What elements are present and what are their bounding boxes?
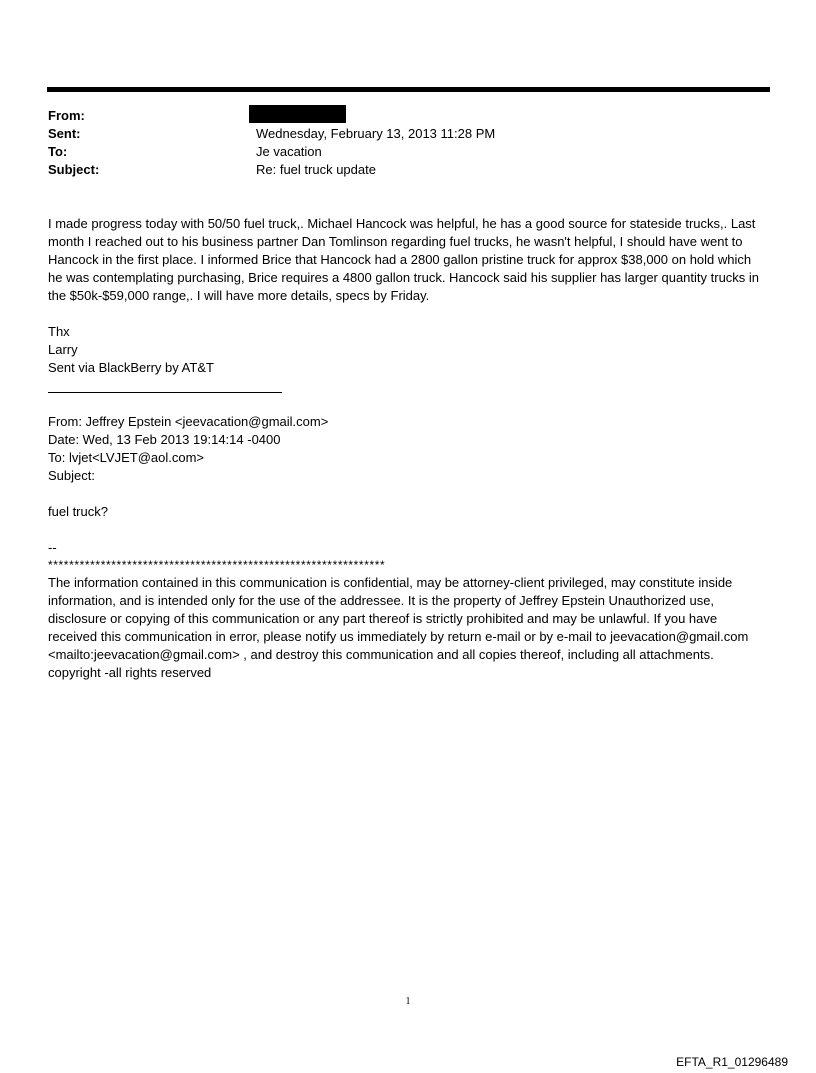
to-value: Je vacation — [256, 144, 322, 159]
sent-label: Sent: — [48, 126, 81, 141]
email-header — [48, 107, 768, 179]
subject-label: Subject: — [48, 162, 100, 177]
signoff-line: Thx — [48, 324, 70, 339]
reply-separator — [48, 392, 282, 393]
from-label: From: — [48, 108, 85, 123]
disclaimer — [48, 574, 764, 682]
star-divider — [48, 556, 488, 574]
signer-name: Larry — [48, 342, 78, 357]
signature — [48, 323, 764, 377]
dash-line: -- — [48, 540, 57, 555]
quoted-message: fuel truck? — [48, 504, 108, 519]
quoted-subject: Subject: — [48, 468, 95, 483]
quoted-to: To: lvjet<LVJET@aol.com> — [48, 450, 205, 465]
star-line: **************************************************************** — [48, 558, 386, 572]
header-rule — [47, 87, 770, 92]
message-paragraph: I made progress today with 50/50 fuel truck,. Michael Hancock was helpful, he has a good source for stateside trucks,. Last month I reached out to his business partner Dan Tomlinson regarding fuel trucks, he wasn't helpful, I should have went to Hancock in the first place. I informed Brice that Hancock had a 2800 gallon pristine truck for approx $38,000 on hold which he was contemplating purchasing, Brice requires a 4800 gallon truck. Hancock said his supplier has larger quantity trucks in the $50k-$59,000 range,. I will have more details, specs by Friday. — [48, 216, 760, 303]
device-signature: Sent via BlackBerry by AT&T — [48, 360, 214, 375]
page-number: 1 — [405, 996, 411, 1007]
signature-dashes — [48, 539, 764, 557]
to-row — [48, 143, 768, 161]
from-row — [48, 107, 768, 125]
quoted-date: Date: Wed, 13 Feb 2013 19:14:14 -0400 — [48, 432, 281, 447]
sent-row — [48, 125, 768, 143]
to-label: To: — [48, 144, 68, 159]
sent-value: Wednesday, February 13, 2013 11:28 PM — [256, 126, 496, 141]
quoted-from: From: Jeffrey Epstein <jeevacation@gmail.com> — [48, 414, 329, 429]
quoted-header — [48, 413, 764, 485]
subject-value: Re: fuel truck update — [256, 162, 376, 177]
redaction-block — [249, 105, 346, 123]
disclaimer-text: The information contained in this communication is confidential, may be attorney-client privileged, may constitute inside information, and is intended only for the use of the addressee. It is the property of Jeffrey Epstein Unauthorized use, disclosure or copying of this communication or any part thereof is strictly prohibited and may be unlawful. If you have received this communication in error, please notify us immediately by return e-mail or by e-mail to jeevacation@gmail.com <mailto:jeevacation@gmail.com> , and destroy this communication and all copies thereof, including all attachments. copyright -all rights reserved — [48, 575, 749, 680]
document-id: EFTA_R1_01296489 — [676, 1055, 788, 1069]
subject-row — [48, 161, 768, 179]
quoted-body — [48, 503, 764, 521]
message-body — [48, 215, 764, 305]
